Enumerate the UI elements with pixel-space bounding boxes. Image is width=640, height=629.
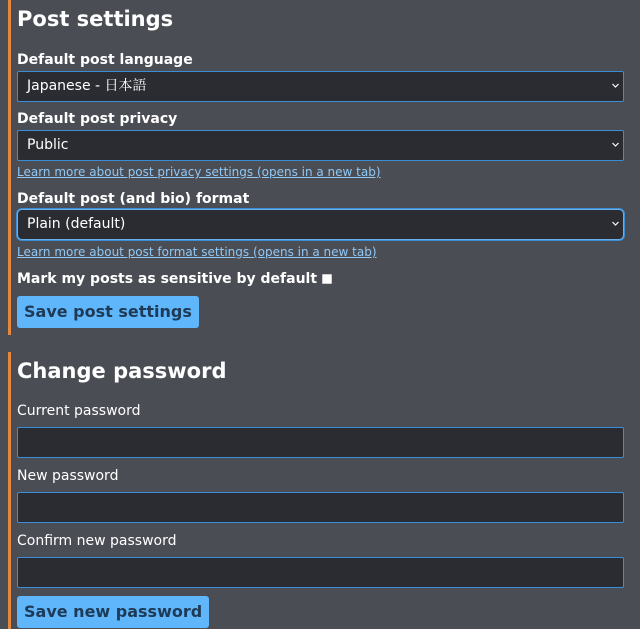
new-password-label: New password: [17, 468, 119, 484]
save-post-settings-button[interactable]: Save post settings: [17, 296, 199, 328]
language-select[interactable]: [17, 71, 624, 102]
format-learn-more-link[interactable]: Learn more about post format settings (opens in a new tab): [17, 245, 377, 259]
change-password-heading: Change password: [17, 359, 227, 383]
chevron-down-icon: [612, 220, 619, 227]
format-select-value: Plain (default): [27, 216, 126, 232]
new-password-input[interactable]: [17, 492, 624, 523]
confirm-password-label: Confirm new password: [17, 533, 177, 549]
save-new-password-button[interactable]: Save new password: [17, 596, 209, 628]
format-label: Default post (and bio) format: [17, 191, 250, 207]
post-settings-heading: Post settings: [17, 7, 174, 31]
language-select-value: Japanese - 日本語: [27, 78, 147, 94]
chevron-down-icon: [612, 82, 619, 89]
change-password-section: [8, 352, 640, 629]
chevron-down-icon: [612, 141, 619, 148]
post-settings-section: [8, 0, 640, 335]
privacy-select-value: Public: [27, 137, 69, 153]
privacy-select[interactable]: [17, 130, 624, 161]
current-password-label: Current password: [17, 403, 141, 419]
privacy-label: Default post privacy: [17, 111, 178, 127]
sensitive-label: Mark my posts as sensitive by default: [17, 271, 318, 287]
confirm-password-input[interactable]: [17, 557, 624, 588]
current-password-input[interactable]: [17, 427, 624, 458]
privacy-learn-more-link[interactable]: Learn more about post privacy settings (opens in a new tab): [17, 165, 381, 179]
sensitive-checkbox[interactable]: [322, 274, 332, 284]
sensitive-row: [17, 272, 332, 286]
language-label: Default post language: [17, 52, 193, 68]
format-select[interactable]: [17, 209, 624, 240]
